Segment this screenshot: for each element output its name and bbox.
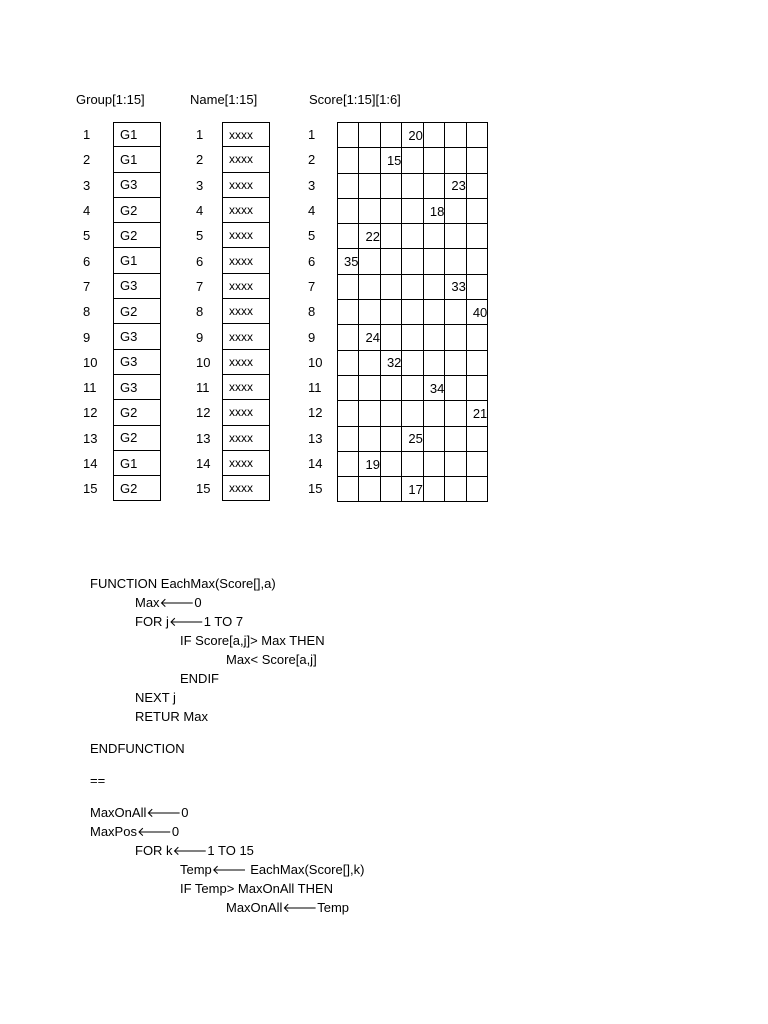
group-row: [83, 426, 161, 451]
score-row: [338, 224, 488, 249]
score-cell: [359, 350, 380, 375]
name-row: [196, 147, 270, 172]
code-line: Max🡐0: [135, 595, 202, 610]
score-cell: [402, 401, 423, 426]
name-row-index: 5: [196, 228, 204, 244]
code-line: RETUR Max: [135, 709, 208, 724]
group-row: [83, 476, 161, 501]
score-cell: 40: [466, 300, 487, 325]
score-cell: [466, 350, 487, 375]
score-cell: 33: [445, 274, 466, 299]
score-cell: [338, 274, 359, 299]
score-array-label: Score[1:15][1:6]: [309, 92, 401, 107]
score-cell: [380, 198, 401, 223]
group-row-index: 12: [83, 405, 98, 421]
group-array: [83, 122, 161, 501]
score-cell: [380, 375, 401, 400]
name-cell: xxxx: [222, 299, 270, 324]
name-row-index: 4: [196, 203, 204, 219]
score-cell: [445, 123, 466, 148]
score-row: [338, 325, 488, 350]
score-cell: [338, 300, 359, 325]
name-row-index: 8: [196, 304, 204, 320]
name-cell: xxxx: [222, 476, 270, 501]
name-row: [196, 122, 270, 147]
score-cell: [423, 148, 444, 173]
score-cell: [338, 451, 359, 476]
score-cell: [402, 274, 423, 299]
score-row: [338, 426, 488, 451]
score-cell: [338, 426, 359, 451]
score-cell: [445, 375, 466, 400]
pseudocode-block: [90, 574, 364, 917]
score-cell: [445, 350, 466, 375]
code-line: FOR k🡐1 TO 15: [135, 843, 254, 858]
group-row-index: 15: [83, 481, 98, 497]
score-cell: [359, 148, 380, 173]
score-cell: [380, 477, 401, 502]
group-cell: G2: [113, 198, 161, 223]
score-cell: [445, 451, 466, 476]
score-cell: [380, 173, 401, 198]
score-row-index: 3: [308, 177, 316, 193]
code-line: NEXT j: [135, 690, 176, 705]
score-row-index: 6: [308, 253, 316, 269]
score-cell: [402, 350, 423, 375]
name-cell: xxxx: [222, 426, 270, 451]
score-cell: [359, 375, 380, 400]
score-cell: 21: [466, 401, 487, 426]
score-cell: [466, 148, 487, 173]
score-cell: [445, 325, 466, 350]
score-cell: [338, 350, 359, 375]
group-row-index: 9: [83, 329, 91, 345]
score-cell: [338, 401, 359, 426]
score-row-index: 4: [308, 203, 316, 219]
score-cell: [423, 426, 444, 451]
score-cell: [423, 300, 444, 325]
score-row: [338, 401, 488, 426]
name-row-index: 7: [196, 278, 204, 294]
group-row: [83, 198, 161, 223]
group-cell: G1: [113, 147, 161, 172]
score-cell: 15: [380, 148, 401, 173]
score-cell: [338, 173, 359, 198]
group-cell: G2: [113, 476, 161, 501]
score-cell: [402, 325, 423, 350]
name-row: [196, 299, 270, 324]
score-cell: [466, 249, 487, 274]
code-line: FUNCTION EachMax(Score[],a): [90, 576, 276, 591]
group-row: [83, 299, 161, 324]
name-array-label: Name[1:15]: [190, 92, 258, 107]
score-cell: [338, 148, 359, 173]
score-cell: [380, 123, 401, 148]
group-cell: G3: [113, 375, 161, 400]
score-row-index-column: [308, 122, 336, 501]
group-row-index: 1: [83, 127, 91, 143]
score-row: [338, 123, 488, 148]
score-cell: 20: [402, 123, 423, 148]
score-cell: 34: [423, 375, 444, 400]
score-row-index: 5: [308, 228, 316, 244]
group-row: [83, 122, 161, 147]
group-row-index: 11: [83, 380, 97, 396]
name-row-index: 15: [196, 481, 211, 497]
name-cell: xxxx: [222, 350, 270, 375]
score-cell: [423, 173, 444, 198]
group-row: [83, 400, 161, 425]
group-array-label: Group[1:15]: [76, 92, 145, 107]
score-cell: [423, 123, 444, 148]
score-row: [338, 375, 488, 400]
score-cell: [423, 401, 444, 426]
group-row-index: 14: [83, 456, 98, 471]
score-grid: [337, 122, 488, 502]
name-row-index: 6: [196, 253, 204, 269]
code-line: IF Temp> MaxOnAll THEN: [180, 881, 334, 896]
group-row-index: 8: [83, 304, 91, 320]
score-cell: [423, 325, 444, 350]
score-cell: [380, 401, 401, 426]
name-row: [196, 248, 270, 273]
code-line: Temp🡐 EachMax(Score[],k): [180, 862, 365, 877]
score-cell: [380, 325, 401, 350]
group-cell: G3: [113, 324, 161, 349]
name-cell: xxxx: [222, 324, 270, 349]
code-line: FOR j🡐1 TO 7: [135, 614, 244, 629]
name-array: [196, 122, 270, 501]
name-cell: xxxx: [222, 173, 270, 198]
score-cell: [359, 426, 380, 451]
score-row: [338, 148, 488, 173]
name-row: [196, 198, 270, 223]
score-cell: 32: [380, 350, 401, 375]
group-cell: G3: [113, 274, 161, 299]
group-cell: G1: [113, 122, 161, 147]
score-cell: 22: [359, 224, 380, 249]
group-cell: G3: [113, 350, 161, 375]
score-row: [338, 451, 488, 476]
score-cell: [466, 325, 487, 350]
score-row: [338, 198, 488, 223]
group-row-index: 3: [83, 177, 91, 193]
score-cell: [445, 300, 466, 325]
score-cell: [466, 173, 487, 198]
name-row-index: 14: [196, 456, 211, 471]
group-row: [83, 350, 161, 375]
group-cell: G2: [113, 223, 161, 248]
score-cell: [402, 224, 423, 249]
score-row-index: 9: [308, 329, 316, 345]
name-row-index: 3: [196, 177, 204, 193]
score-cell: 19: [359, 451, 380, 476]
score-row: [338, 274, 488, 299]
name-cell: xxxx: [222, 400, 270, 425]
score-row-index: 2: [308, 152, 316, 168]
score-cell: [445, 224, 466, 249]
score-cell: [402, 198, 423, 223]
score-cell: [423, 249, 444, 274]
score-cell: [445, 249, 466, 274]
name-row-index: 1: [196, 127, 204, 143]
code-line: ENDIF: [180, 671, 219, 686]
score-cell: [466, 198, 487, 223]
code-line: MaxPos🡐0: [90, 824, 180, 839]
name-cell: xxxx: [222, 122, 270, 147]
group-row: [83, 274, 161, 299]
name-row: [196, 426, 270, 451]
name-row: [196, 324, 270, 349]
name-cell: xxxx: [222, 198, 270, 223]
score-cell: [338, 224, 359, 249]
score-row: [338, 300, 488, 325]
group-row-index: 4: [83, 203, 91, 219]
code-spacer: [90, 790, 364, 803]
score-row-index: 14: [308, 456, 323, 471]
score-cell: 25: [402, 426, 423, 451]
name-cell: xxxx: [222, 223, 270, 248]
group-cell: G2: [113, 299, 161, 324]
score-cell: [466, 426, 487, 451]
score-row: [338, 173, 488, 198]
name-row: [196, 375, 270, 400]
code-line: ==: [90, 773, 106, 788]
group-row-index: 5: [83, 228, 91, 244]
score-cell: [359, 274, 380, 299]
score-cell: 35: [338, 249, 359, 274]
score-cell: 23: [445, 173, 466, 198]
score-cell: [380, 300, 401, 325]
name-row-index: 9: [196, 329, 204, 345]
group-row-index: 10: [83, 354, 98, 370]
score-cell: [402, 451, 423, 476]
group-cell: G3: [113, 173, 161, 198]
score-cell: [338, 123, 359, 148]
name-cell: xxxx: [222, 147, 270, 172]
group-cell: G1: [113, 451, 161, 476]
name-cell: xxxx: [222, 274, 270, 299]
score-cell: [380, 274, 401, 299]
score-cell: [423, 350, 444, 375]
score-cell: [445, 198, 466, 223]
group-row-index: 13: [83, 430, 98, 446]
score-cell: [445, 401, 466, 426]
score-cell: [338, 325, 359, 350]
name-row-index: 13: [196, 430, 211, 446]
score-cell: 17: [402, 477, 423, 502]
score-cell: [380, 224, 401, 249]
score-cell: [402, 173, 423, 198]
score-cell: [338, 477, 359, 502]
score-cell: [359, 300, 380, 325]
score-cell: [359, 249, 380, 274]
name-row-index: 11: [196, 380, 210, 396]
score-cell: [359, 401, 380, 426]
score-cell: [402, 300, 423, 325]
name-cell: xxxx: [222, 248, 270, 273]
score-cell: [466, 274, 487, 299]
score-cell: [466, 375, 487, 400]
score-row-index: 12: [308, 405, 323, 421]
name-row: [196, 274, 270, 299]
score-cell: [445, 148, 466, 173]
score-cell: [466, 123, 487, 148]
score-cell: [402, 375, 423, 400]
name-row: [196, 173, 270, 198]
score-cell: [423, 451, 444, 476]
score-cell: [338, 375, 359, 400]
code-line: Max< Score[a,j]: [226, 652, 317, 667]
name-row-index: 2: [196, 152, 204, 168]
group-row: [83, 173, 161, 198]
name-row-index: 12: [196, 405, 211, 421]
code-line: ENDFUNCTION: [90, 741, 185, 756]
score-row-index: 8: [308, 304, 316, 320]
score-row: [338, 350, 488, 375]
score-cell: [359, 477, 380, 502]
group-row-index: 2: [83, 152, 91, 168]
score-cell: [380, 426, 401, 451]
score-cell: [380, 451, 401, 476]
name-row: [196, 223, 270, 248]
name-row: [196, 476, 270, 501]
group-row-index: 6: [83, 253, 91, 269]
group-cell: G2: [113, 426, 161, 451]
group-row: [83, 248, 161, 273]
score-cell: [445, 426, 466, 451]
score-cell: [423, 274, 444, 299]
score-cell: [466, 451, 487, 476]
code-line: MaxOnAll🡐Temp: [226, 900, 349, 915]
score-cell: 24: [359, 325, 380, 350]
group-row: [83, 147, 161, 172]
group-cell: G2: [113, 400, 161, 425]
score-cell: 18: [423, 198, 444, 223]
score-cell: [445, 477, 466, 502]
group-row: [83, 375, 161, 400]
group-row-index: 7: [83, 278, 91, 294]
score-cell: [423, 477, 444, 502]
score-cell: [338, 198, 359, 223]
score-row: [338, 249, 488, 274]
score-row-index: 15: [308, 481, 323, 497]
score-cell: [466, 224, 487, 249]
group-cell: G1: [113, 248, 161, 273]
score-cell: [359, 173, 380, 198]
name-row: [196, 350, 270, 375]
name-row-index: 10: [196, 354, 211, 370]
score-row-index: 7: [308, 278, 316, 294]
name-row: [196, 451, 270, 476]
score-cell: [359, 123, 380, 148]
score-row-index: 1: [308, 127, 316, 143]
code-spacer: [90, 726, 364, 739]
group-row: [83, 324, 161, 349]
score-row-index: 13: [308, 430, 323, 446]
score-cell: [380, 249, 401, 274]
code-line: IF Score[a,j]> Max THEN: [180, 633, 325, 648]
score-row-index: 11: [308, 380, 322, 396]
name-cell: xxxx: [222, 375, 270, 400]
score-cell: [466, 477, 487, 502]
score-cell: [402, 249, 423, 274]
code-spacer: [90, 758, 364, 771]
score-row: [338, 477, 488, 502]
score-cell: [402, 148, 423, 173]
score-cell: [423, 224, 444, 249]
score-row-index: 10: [308, 354, 323, 370]
score-cell: [359, 198, 380, 223]
name-row: [196, 400, 270, 425]
code-line: MaxOnAll🡐0: [90, 805, 189, 820]
name-cell: xxxx: [222, 451, 270, 476]
group-row: [83, 223, 161, 248]
group-row: [83, 451, 161, 476]
